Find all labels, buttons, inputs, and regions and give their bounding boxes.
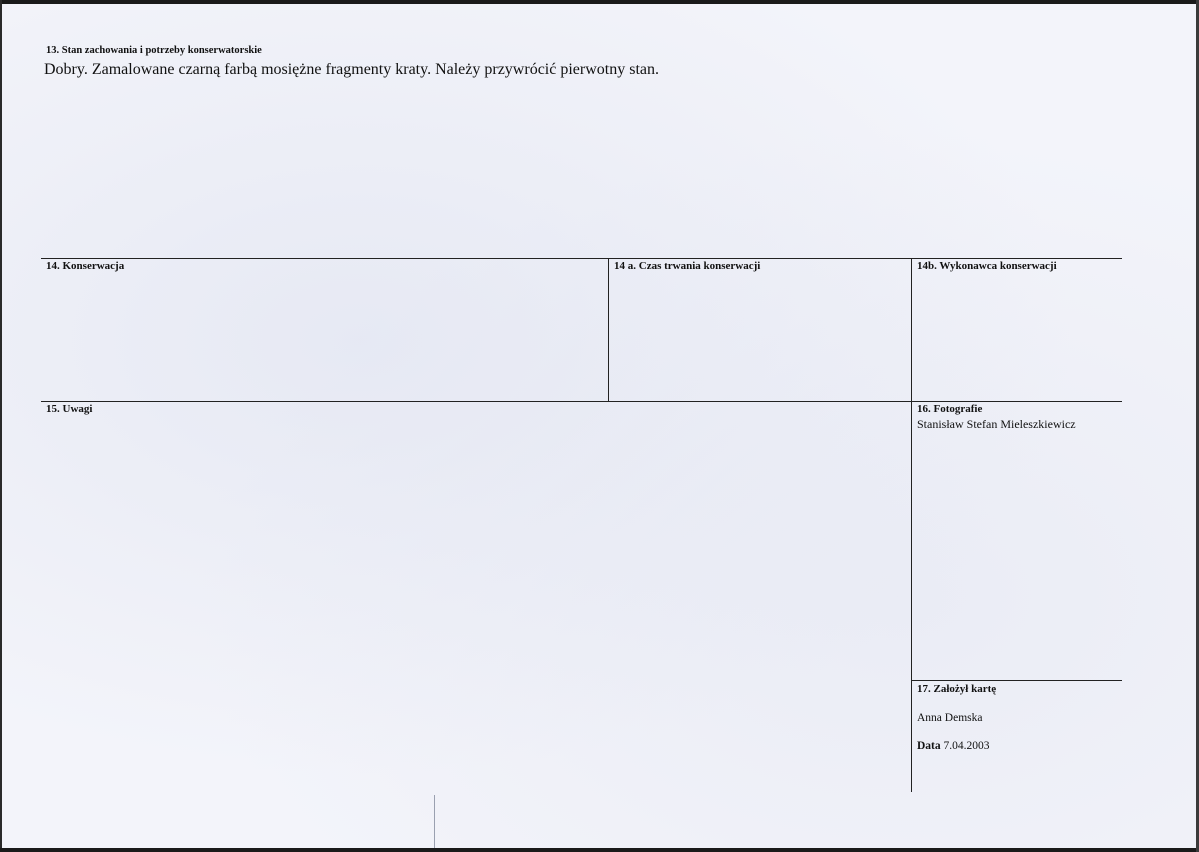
section-14a-label: 14 a. Czas trwania konserwacji [614, 260, 761, 272]
section-17-author: Anna Demska [917, 712, 983, 724]
section-17-label: 17. Założył kartę [917, 683, 997, 695]
section-17-date [917, 740, 990, 752]
section-16-label: 16. Fotografie [917, 403, 983, 415]
scan-edge-bottom [0, 848, 1199, 852]
divider-right-column [911, 258, 912, 792]
section-14b-label: 14b. Wykonawca konserwacji [917, 260, 1057, 272]
date-label: Data [917, 740, 941, 752]
divider-row-15 [41, 401, 1122, 402]
section-13-label: 13. Stan zachowania i potrzeby konserwatorskie [46, 45, 262, 56]
scan-edge-left [0, 0, 2, 852]
section-13-value: Dobry. Zamalowane czarną farbą mosiężne fragmenty kraty. Należy przywrócić pierwotny stan. [44, 61, 659, 78]
scan-edge-top [0, 0, 1199, 4]
divider-14-14a [608, 258, 609, 401]
date-value: 7.04.2003 [943, 740, 990, 752]
section-15-label: 15. Uwagi [46, 403, 93, 415]
section-14-label: 14. Konserwacja [46, 260, 125, 272]
table-top-border [41, 258, 1122, 259]
section-16-photographer: Stanisław Stefan Mieleszkiewicz [917, 417, 1076, 431]
divider-row-17 [911, 680, 1122, 681]
faint-fold-line [434, 795, 435, 848]
